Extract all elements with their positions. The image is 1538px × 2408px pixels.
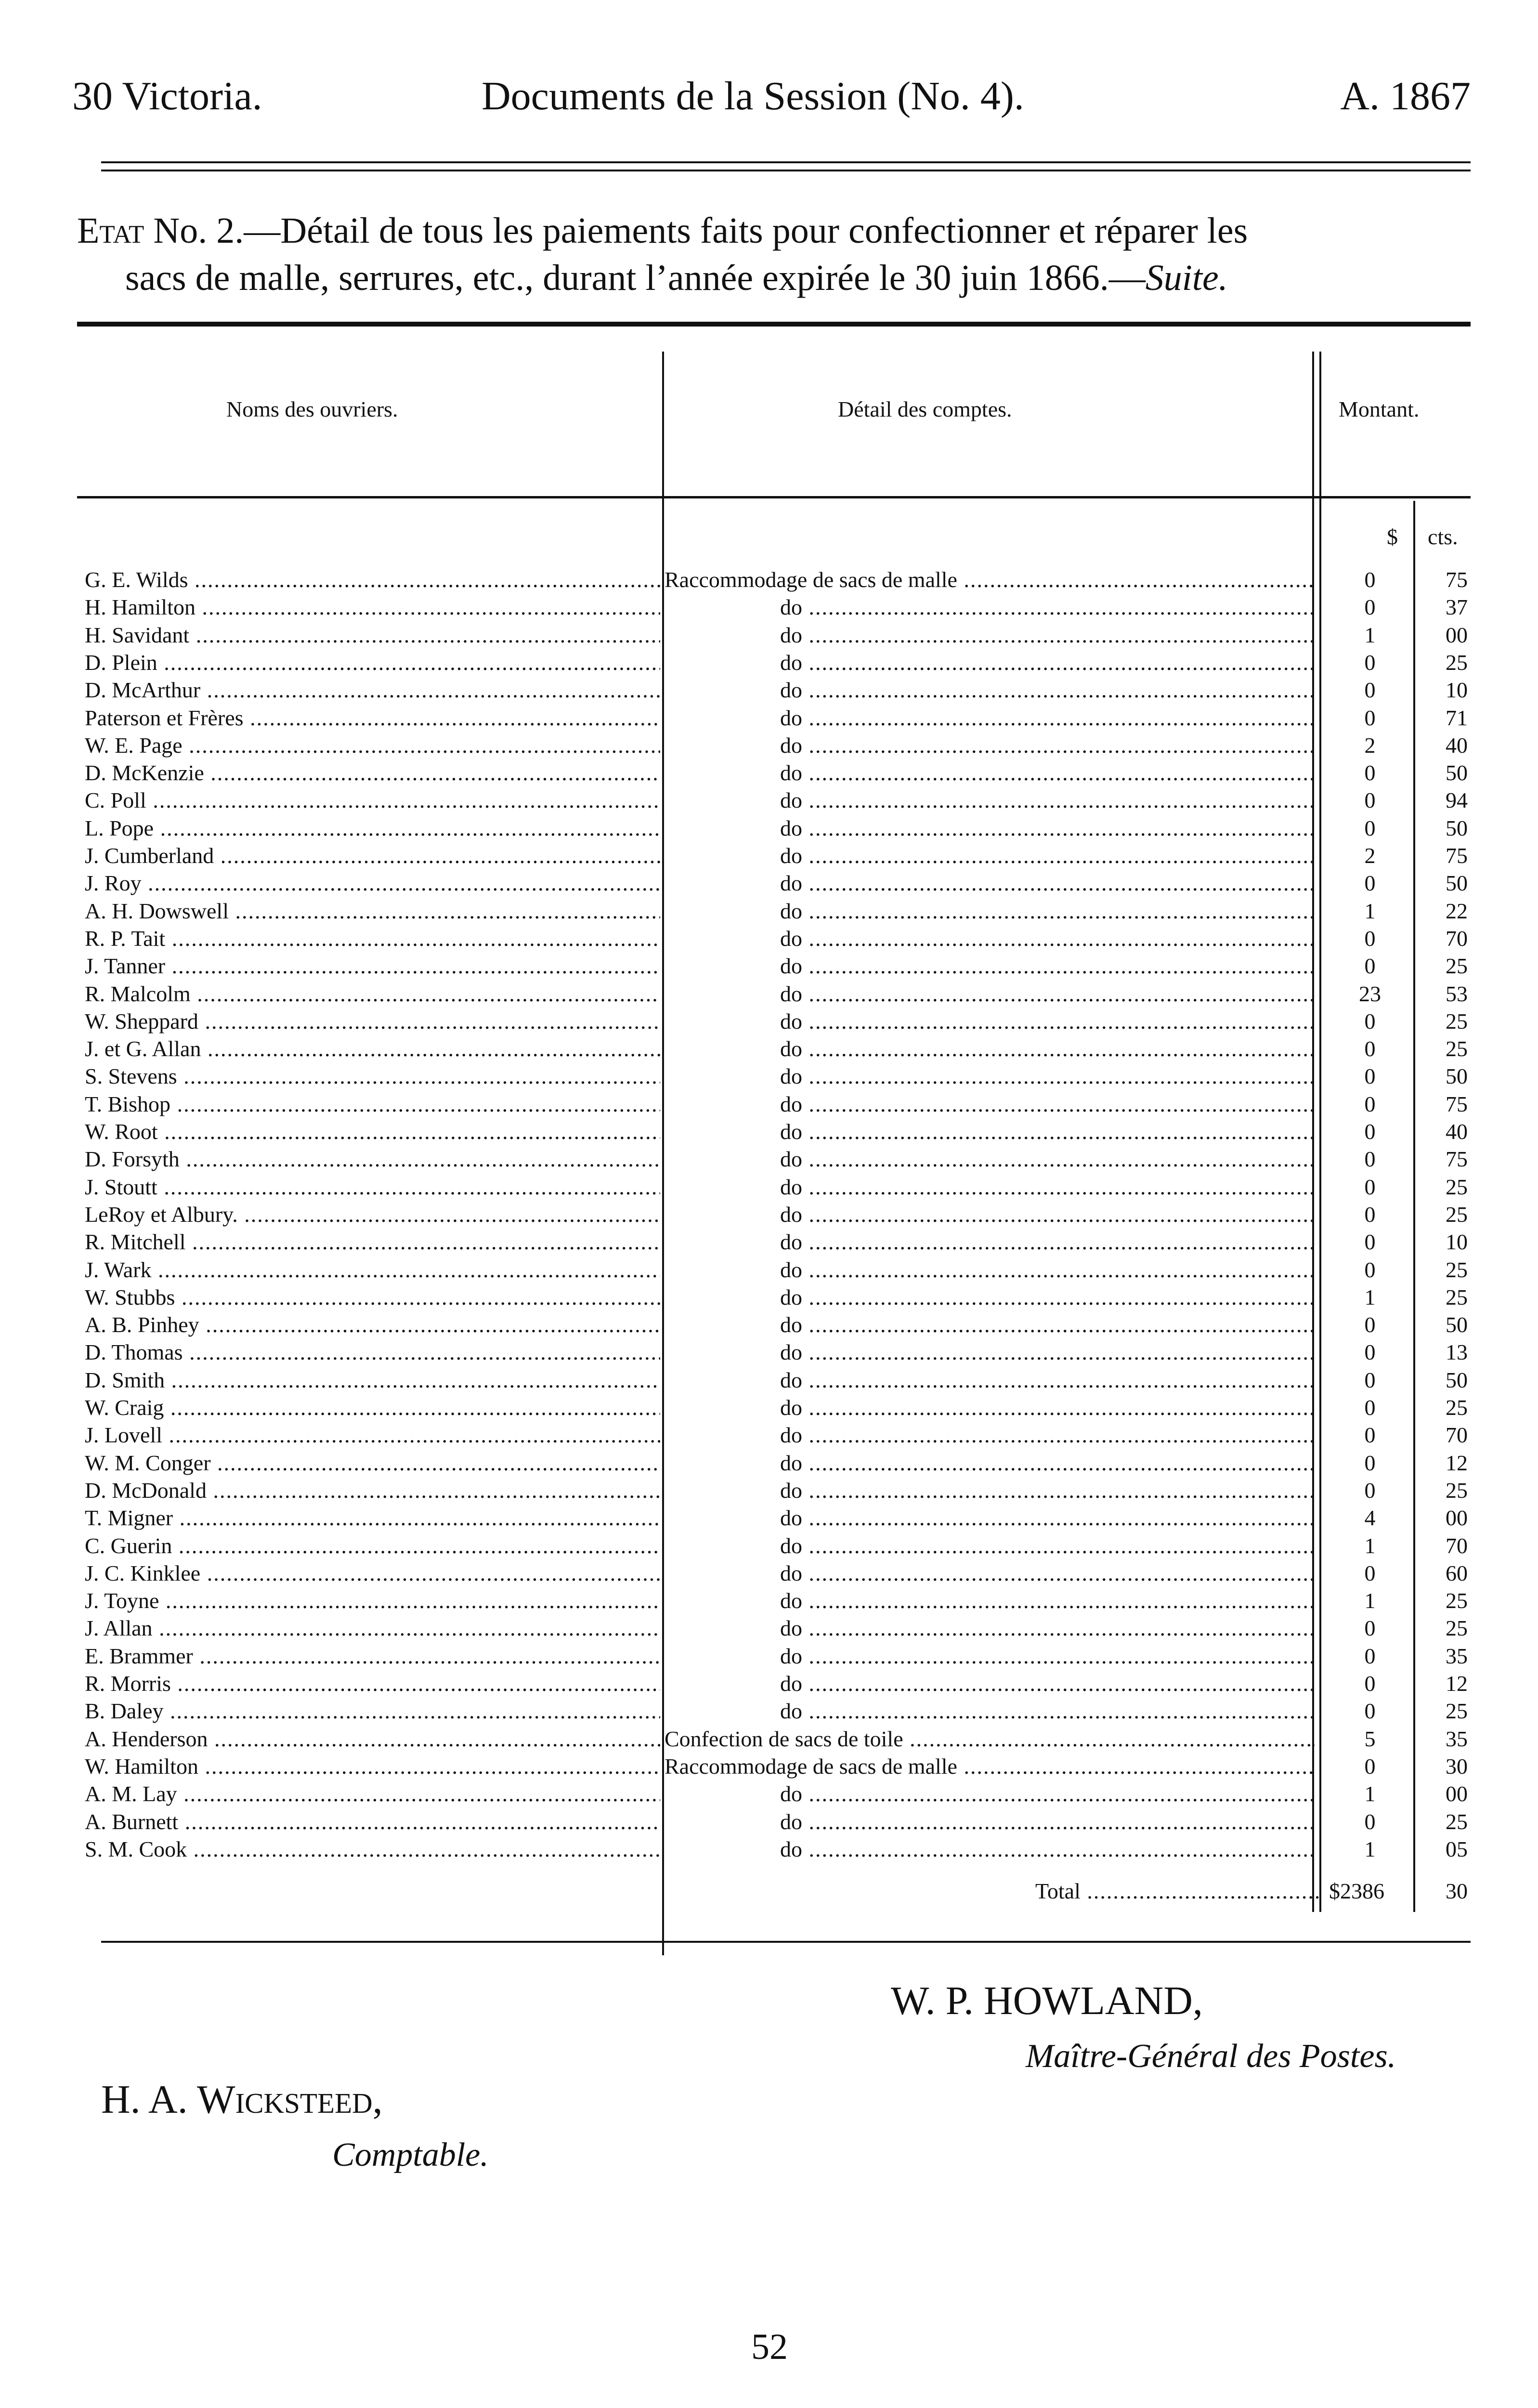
worker-name: A. H. Dowswell .....: [85, 897, 660, 925]
account-detail: do .....: [665, 1587, 1315, 1614]
amount-dollars: 0: [1364, 1478, 1376, 1503]
table-row: [0, 1366, 1538, 1394]
table-row: [0, 1780, 1538, 1807]
amount-dollars: 0: [1364, 1202, 1376, 1227]
amount-dollars: 1: [1364, 1588, 1376, 1613]
amount-cents: 75: [1446, 1091, 1468, 1116]
column-header-detail: Détail des comptes.: [838, 397, 1012, 421]
account-detail: do .....: [665, 869, 1315, 897]
account-detail: do .....: [665, 704, 1315, 732]
worker-name: R. Morris .....: [85, 1670, 660, 1697]
table-row: [0, 759, 1538, 786]
amount-cents: 71: [1446, 705, 1468, 730]
amount-dollars: 0: [1364, 1036, 1376, 1061]
account-detail: do .....: [665, 1311, 1315, 1338]
title-line-2-text: sacs de malle, serrures, etc., durant l’année expirée le 30 juin 1866.—: [125, 258, 1146, 298]
title-line-2: [77, 254, 1471, 301]
column-header-names: Noms des ouvriers.: [226, 397, 398, 421]
amount-dollars: 0: [1364, 1230, 1376, 1255]
worker-name: R. Mitchell .....: [85, 1228, 660, 1256]
account-detail: do .....: [665, 1642, 1315, 1670]
account-detail: do .....: [665, 732, 1315, 759]
amount-dollars: 0: [1364, 954, 1376, 979]
worker-name: W. Craig .....: [85, 1394, 660, 1421]
table-row: [0, 897, 1538, 925]
table-row: [0, 1173, 1538, 1201]
worker-name: E. Brammer .....: [85, 1642, 660, 1670]
amount-dollars: 0: [1364, 1560, 1376, 1585]
account-detail: do .....: [665, 1835, 1315, 1863]
table-row: [0, 676, 1538, 704]
title-line-1-text: No. 2.—Détail de tous les paiements faits pour confectionner et réparer les: [144, 210, 1248, 251]
account-detail: do .....: [665, 1283, 1315, 1311]
total-label: Total .....: [1035, 1878, 1319, 1904]
table-row: [0, 1421, 1538, 1449]
amount-dollars: 0: [1364, 1257, 1376, 1282]
header-rule-bottom: [101, 170, 1471, 171]
account-detail: do .....: [665, 1366, 1315, 1394]
worker-name: W. Root .....: [85, 1118, 660, 1145]
worker-name: H. Savidant .....: [85, 621, 660, 649]
table-row: [0, 1145, 1538, 1173]
amount-dollars: 0: [1364, 1395, 1376, 1420]
signatory-postmaster-name: W. P. HOWLAND,: [891, 1978, 1203, 2023]
table-row: [0, 1587, 1538, 1614]
table-row: [0, 1311, 1538, 1338]
amount-dollars: 2: [1364, 733, 1376, 758]
amount-dollars: 0: [1364, 1643, 1376, 1668]
amount-cents: 50: [1446, 815, 1468, 840]
amount-cents: 40: [1446, 733, 1468, 758]
account-detail: do .....: [665, 952, 1315, 980]
amount-cents: 50: [1446, 1367, 1468, 1392]
statement-title: [77, 207, 1471, 301]
worker-name: D. McArthur .....: [85, 676, 660, 704]
amount-dollars: 5: [1364, 1726, 1376, 1751]
table-row: [0, 593, 1538, 621]
header-session: Documents de la Session (No. 4).: [482, 74, 1024, 118]
title-line-1: [77, 207, 1471, 254]
amount-cents: 60: [1446, 1560, 1468, 1585]
amount-dollars: 0: [1364, 1450, 1376, 1475]
amount-cents: 10: [1446, 678, 1468, 703]
worker-name: D. Forsyth .....: [85, 1145, 660, 1173]
table-top-rule: [77, 322, 1471, 327]
worker-name: J. Allan .....: [85, 1614, 660, 1642]
amount-dollars: 1: [1364, 1284, 1376, 1309]
account-detail: do .....: [665, 1338, 1315, 1366]
table-row: [0, 1504, 1538, 1531]
table-row: [0, 869, 1538, 897]
amount-dollars: 0: [1364, 788, 1376, 813]
amount-cents: 10: [1446, 1230, 1468, 1255]
worker-name: H. Hamilton .....: [85, 593, 660, 621]
signatory-accountant-name: H. A. Wicksteed,: [101, 2077, 383, 2122]
table-row: [0, 1808, 1538, 1835]
worker-name: Paterson et Frères .....: [85, 704, 660, 732]
amount-dollars: 0: [1364, 1340, 1376, 1365]
amount-cents: 94: [1446, 788, 1468, 813]
table-row: [0, 1477, 1538, 1504]
worker-name: R. P. Tait .....: [85, 925, 660, 952]
worker-name: B. Daley .....: [85, 1697, 660, 1725]
amount-cents: 25: [1446, 1008, 1468, 1034]
amount-dollars: 1: [1364, 898, 1376, 923]
worker-name: G. E. Wilds .....: [85, 566, 660, 593]
worker-name: J. Lovell .....: [85, 1421, 660, 1449]
account-detail: do .....: [665, 1697, 1315, 1725]
account-detail: do .....: [665, 1201, 1315, 1228]
amount-cents: 37: [1446, 595, 1468, 620]
amount-cents: 50: [1446, 1064, 1468, 1089]
amount-dollars: 0: [1364, 567, 1376, 592]
amount-dollars: 0: [1364, 1754, 1376, 1779]
amount-dollars: 0: [1364, 871, 1376, 896]
account-detail: Raccommodage de sacs de malle .....: [665, 1753, 1315, 1780]
account-detail: do .....: [665, 1256, 1315, 1283]
amount-dollars: 0: [1364, 1616, 1376, 1641]
amount-dollars: 0: [1364, 1809, 1376, 1834]
worker-name: W. M. Conger .....: [85, 1449, 660, 1477]
amount-dollars: 0: [1364, 705, 1376, 730]
table-row: [0, 1532, 1538, 1559]
account-detail: do .....: [665, 1145, 1315, 1173]
header-year: A. 1867: [1340, 74, 1471, 118]
account-detail: do .....: [665, 1008, 1315, 1035]
amount-dollars: 0: [1364, 1367, 1376, 1392]
table-row: [0, 1725, 1538, 1753]
account-detail: do .....: [665, 1090, 1315, 1118]
amount-dollars: 0: [1364, 1008, 1376, 1034]
amount-cents: 00: [1446, 1505, 1468, 1531]
worker-name: J. Toyne .....: [85, 1587, 660, 1614]
worker-name: A. B. Pinhey .....: [85, 1311, 660, 1338]
table-row: [0, 1228, 1538, 1256]
table-row: [0, 1283, 1538, 1311]
amount-dollars: 1: [1364, 1836, 1376, 1861]
account-detail: do .....: [665, 842, 1315, 869]
amount-dollars: 1: [1364, 1533, 1376, 1558]
amount-cents: 53: [1446, 981, 1468, 1006]
title-suite: Suite.: [1145, 258, 1228, 298]
table-row: [0, 566, 1538, 593]
amount-cents: 75: [1446, 843, 1468, 868]
amount-cents: 25: [1446, 1699, 1468, 1724]
worker-name: J. Cumberland .....: [85, 842, 660, 869]
worker-name: W. E. Page .....: [85, 732, 660, 759]
amount-dollars: 0: [1364, 1699, 1376, 1724]
worker-name: A. M. Lay .....: [85, 1780, 660, 1807]
amount-cents: 25: [1446, 1395, 1468, 1420]
column-header-amount: Montant.: [1339, 397, 1420, 421]
amount-dollars: 0: [1364, 678, 1376, 703]
table-row: [0, 1559, 1538, 1587]
account-detail: do .....: [665, 593, 1315, 621]
amount-cents: 35: [1446, 1643, 1468, 1668]
amount-cents: 50: [1446, 760, 1468, 785]
table-row: [0, 980, 1538, 1008]
unit-dollars: $: [1387, 524, 1398, 549]
worker-name: S. Stevens .....: [85, 1062, 660, 1090]
account-detail: do .....: [665, 1421, 1315, 1449]
worker-name: D. Plein .....: [85, 649, 660, 676]
amount-dollars: 0: [1364, 595, 1376, 620]
amount-cents: 00: [1446, 622, 1468, 647]
account-detail: do .....: [665, 621, 1315, 649]
table-row: [0, 1835, 1538, 1863]
amount-dollars: 0: [1364, 1671, 1376, 1696]
amount-cents: 25: [1446, 1284, 1468, 1309]
account-detail: do .....: [665, 1449, 1315, 1477]
account-detail: do .....: [665, 1559, 1315, 1587]
worker-name: J. et G. Allan .....: [85, 1035, 660, 1062]
table-row: [0, 925, 1538, 952]
amount-cents: 12: [1446, 1671, 1468, 1696]
account-detail: do .....: [665, 649, 1315, 676]
account-detail: do .....: [665, 1614, 1315, 1642]
amount-dollars: 23: [1359, 981, 1381, 1006]
table-row: [0, 649, 1538, 676]
amount-cents: 13: [1446, 1340, 1468, 1365]
account-detail: do .....: [665, 1670, 1315, 1697]
account-detail: do .....: [665, 897, 1315, 925]
account-detail: Confection de sacs de toile .....: [665, 1725, 1315, 1753]
page-number: 52: [751, 2327, 788, 2367]
worker-name: T. Migner .....: [85, 1504, 660, 1531]
worker-name: J. Stoutt .....: [85, 1173, 660, 1201]
worker-name: A. Henderson .....: [85, 1725, 660, 1753]
amount-dollars: 0: [1364, 1091, 1376, 1116]
worker-name: T. Bishop .....: [85, 1090, 660, 1118]
table-row: [0, 952, 1538, 980]
table-row: [0, 1614, 1538, 1642]
account-detail: do .....: [665, 1504, 1315, 1531]
amount-cents: 40: [1446, 1119, 1468, 1144]
amount-cents: 70: [1446, 926, 1468, 951]
account-detail: Raccommodage de sacs de malle .....: [665, 566, 1315, 593]
amount-cents: 05: [1446, 1836, 1468, 1861]
table-row: [0, 1256, 1538, 1283]
table-row: [0, 1753, 1538, 1780]
account-detail: do .....: [665, 1228, 1315, 1256]
amount-cents: 25: [1446, 1616, 1468, 1641]
table-header-rule: [77, 496, 1471, 498]
account-detail: do .....: [665, 1780, 1315, 1807]
account-detail: do .....: [665, 786, 1315, 814]
table-row: [0, 1035, 1538, 1062]
amount-cents: 25: [1446, 1478, 1468, 1503]
worker-name: D. McDonald .....: [85, 1477, 660, 1504]
table-row: [0, 732, 1538, 759]
account-detail: do .....: [665, 1173, 1315, 1201]
amount-cents: 22: [1446, 898, 1468, 923]
worker-name: J. Wark .....: [85, 1256, 660, 1283]
worker-name: R. Malcolm .....: [85, 980, 660, 1008]
header-volume: 30 Victoria.: [72, 74, 262, 118]
amount-cents: 00: [1446, 1781, 1468, 1806]
amount-dollars: 0: [1364, 1423, 1376, 1448]
table-row: [0, 1642, 1538, 1670]
account-detail: do .....: [665, 1062, 1315, 1090]
table-row: [0, 1090, 1538, 1118]
table-row: [0, 842, 1538, 869]
amount-cents: 25: [1446, 1809, 1468, 1834]
table-row: [0, 704, 1538, 732]
amount-cents: 75: [1446, 1147, 1468, 1172]
amount-cents: 75: [1446, 567, 1468, 592]
amount-cents: 25: [1446, 1257, 1468, 1282]
worker-name: J. Tanner .....: [85, 952, 660, 980]
amount-dollars: 1: [1364, 622, 1376, 647]
table-row: [0, 621, 1538, 649]
table-row: [0, 786, 1538, 814]
table-row: [0, 1201, 1538, 1228]
title-label: Etat: [77, 210, 144, 251]
amount-dollars: 1: [1364, 1781, 1376, 1806]
total-cents: 30: [1446, 1879, 1468, 1903]
amount-cents: 25: [1446, 1588, 1468, 1613]
account-detail: do .....: [665, 1394, 1315, 1421]
amount-dollars: 0: [1364, 1174, 1376, 1199]
amount-dollars: 0: [1364, 1312, 1376, 1337]
worker-name: J. C. Kinklee .....: [85, 1559, 660, 1587]
table-row: [0, 1670, 1538, 1697]
account-detail: do .....: [665, 759, 1315, 786]
worker-name: D. Smith .....: [85, 1366, 660, 1394]
account-detail: do .....: [665, 676, 1315, 704]
table-row: [0, 1118, 1538, 1145]
amount-dollars: 0: [1364, 760, 1376, 785]
account-detail: do .....: [665, 1118, 1315, 1145]
amount-cents: 50: [1446, 1312, 1468, 1337]
account-detail: do .....: [665, 1808, 1315, 1835]
amount-cents: 12: [1446, 1450, 1468, 1475]
worker-name: C. Poll .....: [85, 786, 660, 814]
amount-cents: 25: [1446, 1036, 1468, 1061]
amount-cents: 70: [1446, 1423, 1468, 1448]
amount-dollars: 0: [1364, 650, 1376, 675]
total-dollars: $2386: [1329, 1879, 1384, 1903]
unit-cents: cts.: [1428, 524, 1458, 549]
amount-cents: 25: [1446, 1202, 1468, 1227]
worker-name: D. Thomas .....: [85, 1338, 660, 1366]
amount-cents: 50: [1446, 871, 1468, 896]
worker-name: A. Burnett .....: [85, 1808, 660, 1835]
amount-dollars: 2: [1364, 843, 1376, 868]
amount-dollars: 0: [1364, 1064, 1376, 1089]
amount-cents: 25: [1446, 1174, 1468, 1199]
worker-name: J. Roy .....: [85, 869, 660, 897]
account-detail: do .....: [665, 1035, 1315, 1062]
table-row: [0, 1338, 1538, 1366]
account-detail: do .....: [665, 1477, 1315, 1504]
account-detail: do .....: [665, 1532, 1315, 1559]
table-row: [0, 1449, 1538, 1477]
signatory-postmaster-title: Maître-Général des Postes.: [1026, 2038, 1396, 2075]
amount-cents: 25: [1446, 650, 1468, 675]
worker-name: L. Pope .....: [85, 814, 660, 842]
account-detail: do .....: [665, 814, 1315, 842]
table-row: [0, 1394, 1538, 1421]
amount-dollars: 0: [1364, 926, 1376, 951]
worker-name: W. Sheppard .....: [85, 1008, 660, 1035]
table-row: [0, 814, 1538, 842]
worker-name: D. McKenzie .....: [85, 759, 660, 786]
worker-name: C. Guerin .....: [85, 1532, 660, 1559]
worker-name: S. M. Cook .....: [85, 1835, 660, 1863]
amount-cents: 70: [1446, 1533, 1468, 1558]
account-detail: do .....: [665, 925, 1315, 952]
amount-dollars: 0: [1364, 815, 1376, 840]
table-row: [0, 1008, 1538, 1035]
table-bottom-rule: [101, 1941, 1471, 1943]
worker-name: LeRoy et Albury. .....: [85, 1201, 660, 1228]
account-detail: do .....: [665, 980, 1315, 1008]
worker-name: W. Stubbs .....: [85, 1283, 660, 1311]
amount-dollars: 0: [1364, 1147, 1376, 1172]
amount-dollars: 0: [1364, 1119, 1376, 1144]
signatory-accountant-title: Comptable.: [332, 2136, 489, 2173]
header-rule-top: [101, 161, 1471, 163]
amount-cents: 30: [1446, 1754, 1468, 1779]
amount-cents: 35: [1446, 1726, 1468, 1751]
amount-dollars: 4: [1364, 1505, 1376, 1531]
table-row: [0, 1062, 1538, 1090]
table-row: [0, 1697, 1538, 1725]
worker-name: W. Hamilton .....: [85, 1753, 660, 1780]
amount-cents: 25: [1446, 954, 1468, 979]
